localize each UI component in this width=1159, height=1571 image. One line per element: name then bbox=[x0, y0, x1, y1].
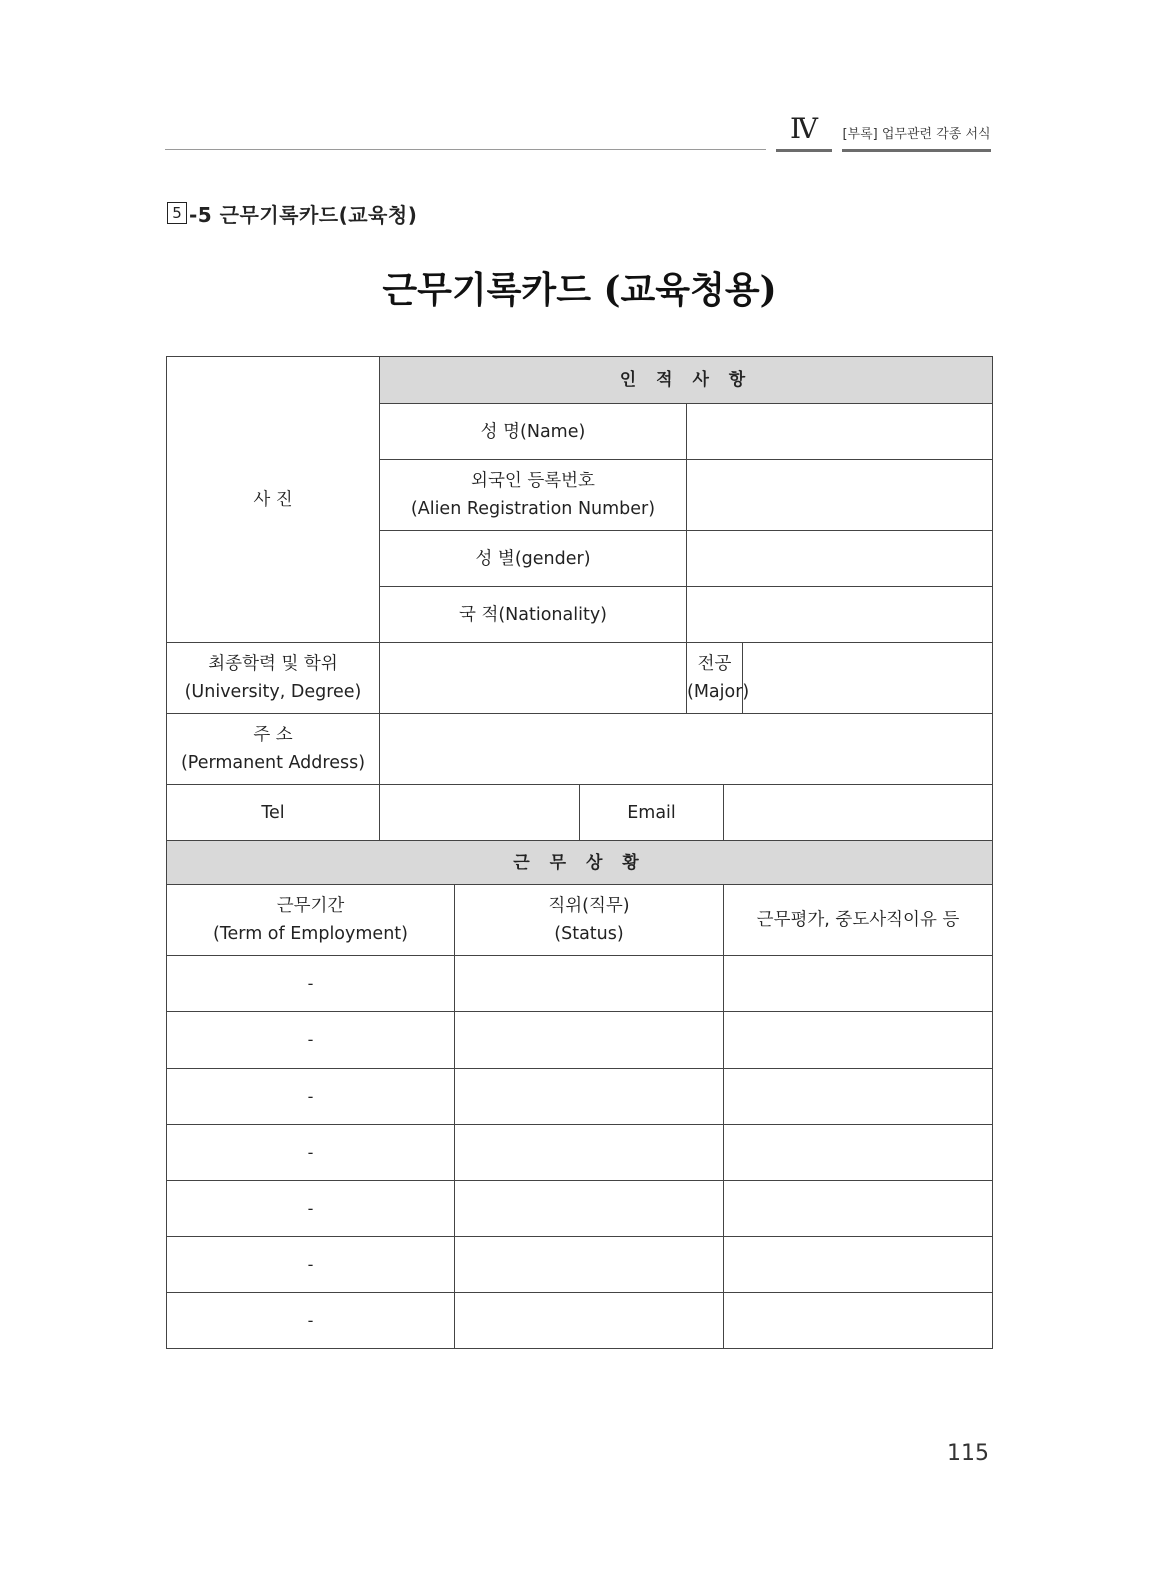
photo-label: 사 진 bbox=[253, 489, 293, 510]
work-status-section-header: 근 무 상 황 bbox=[167, 841, 993, 885]
section-number-box: 5 bbox=[167, 202, 187, 224]
evaluation-cell[interactable] bbox=[724, 956, 993, 1012]
nationality-label: 국 적(Nationality) bbox=[380, 587, 687, 643]
status-cell[interactable] bbox=[455, 1237, 724, 1293]
evaluation-cell[interactable] bbox=[724, 1012, 993, 1069]
table-row bbox=[167, 1293, 993, 1349]
education-label-ko: 최종학력 및 학위 bbox=[208, 654, 338, 674]
alien-registration-label bbox=[380, 460, 687, 531]
major-label: 전공(Major) bbox=[687, 643, 743, 714]
major-field[interactable] bbox=[743, 643, 993, 714]
status-cell[interactable] bbox=[455, 1012, 724, 1069]
term-header-ko: 근무기간 bbox=[276, 896, 345, 916]
alien-registration-field[interactable] bbox=[687, 460, 993, 531]
name-field[interactable] bbox=[687, 404, 993, 460]
page-number: 115 bbox=[947, 1441, 989, 1466]
email-field[interactable] bbox=[724, 785, 993, 841]
education-label-en: (University, Degree) bbox=[184, 682, 362, 702]
term-header-en: (Term of Employment) bbox=[213, 924, 408, 944]
evaluation-cell[interactable] bbox=[724, 1125, 993, 1181]
education-field[interactable] bbox=[380, 643, 687, 714]
term-cell[interactable]: - bbox=[167, 1069, 455, 1125]
term-cell[interactable]: - bbox=[167, 1125, 455, 1181]
evaluation-cell[interactable] bbox=[724, 1237, 993, 1293]
status-header bbox=[455, 885, 724, 956]
address-label bbox=[167, 714, 380, 785]
tel-field[interactable] bbox=[380, 785, 580, 841]
status-cell[interactable] bbox=[455, 1069, 724, 1125]
address-field[interactable] bbox=[380, 714, 993, 785]
running-title-underline bbox=[842, 149, 991, 152]
nationality-field[interactable] bbox=[687, 587, 993, 643]
table-row bbox=[167, 1237, 993, 1293]
chapter-number: Ⅳ bbox=[790, 112, 818, 145]
table-row bbox=[167, 1181, 993, 1237]
personal-info-section-header: 인 적 사 항 bbox=[380, 357, 993, 404]
table-row bbox=[167, 1012, 993, 1069]
running-header bbox=[842, 110, 991, 152]
term-cell[interactable]: - bbox=[167, 1181, 455, 1237]
chapter-marker bbox=[776, 110, 832, 152]
evaluation-cell[interactable] bbox=[724, 1069, 993, 1125]
evaluation-cell[interactable] bbox=[724, 1181, 993, 1237]
gender-label: 성 별(gender) bbox=[380, 531, 687, 587]
section-heading-text: -5 근무기록카드(교육청) bbox=[189, 202, 418, 227]
tel-label: Tel bbox=[167, 785, 380, 841]
header-rule bbox=[165, 149, 766, 150]
alien-registration-label-en: (Alien Registration Number) bbox=[410, 499, 656, 519]
email-label: Email bbox=[580, 785, 724, 841]
gender-field[interactable] bbox=[687, 531, 993, 587]
term-cell[interactable]: - bbox=[167, 1237, 455, 1293]
table-row bbox=[167, 1069, 993, 1125]
term-cell[interactable]: - bbox=[167, 956, 455, 1012]
term-cell[interactable]: - bbox=[167, 1293, 455, 1349]
education-label bbox=[167, 643, 380, 714]
photo-cell[interactable] bbox=[167, 357, 380, 643]
status-cell[interactable] bbox=[455, 1125, 724, 1181]
status-cell[interactable] bbox=[455, 1181, 724, 1237]
status-cell[interactable] bbox=[455, 1293, 724, 1349]
running-title: [부록] 업무관련 각종 서식 bbox=[842, 127, 991, 142]
name-label: 성 명(Name) bbox=[380, 404, 687, 460]
work-record-form bbox=[166, 356, 993, 1349]
status-cell[interactable] bbox=[455, 956, 724, 1012]
form-title: 근무기록카드 (교육청용) bbox=[382, 269, 777, 311]
evaluation-header: 근무평가, 중도사직이유 등 bbox=[724, 885, 993, 956]
chapter-underline bbox=[776, 149, 832, 152]
address-label-en: (Permanent Address) bbox=[180, 753, 366, 773]
term-header bbox=[167, 885, 455, 956]
section-heading bbox=[167, 199, 417, 227]
table-row bbox=[167, 956, 993, 1012]
status-header-en: (Status) bbox=[554, 924, 624, 944]
status-header-ko: 직위(직무) bbox=[548, 896, 630, 916]
alien-registration-label-ko: 외국인 등록번호 bbox=[471, 471, 595, 491]
address-label-ko: 주 소 bbox=[253, 725, 293, 745]
term-cell[interactable]: - bbox=[167, 1012, 455, 1069]
table-row bbox=[167, 1125, 993, 1181]
evaluation-cell[interactable] bbox=[724, 1293, 993, 1349]
